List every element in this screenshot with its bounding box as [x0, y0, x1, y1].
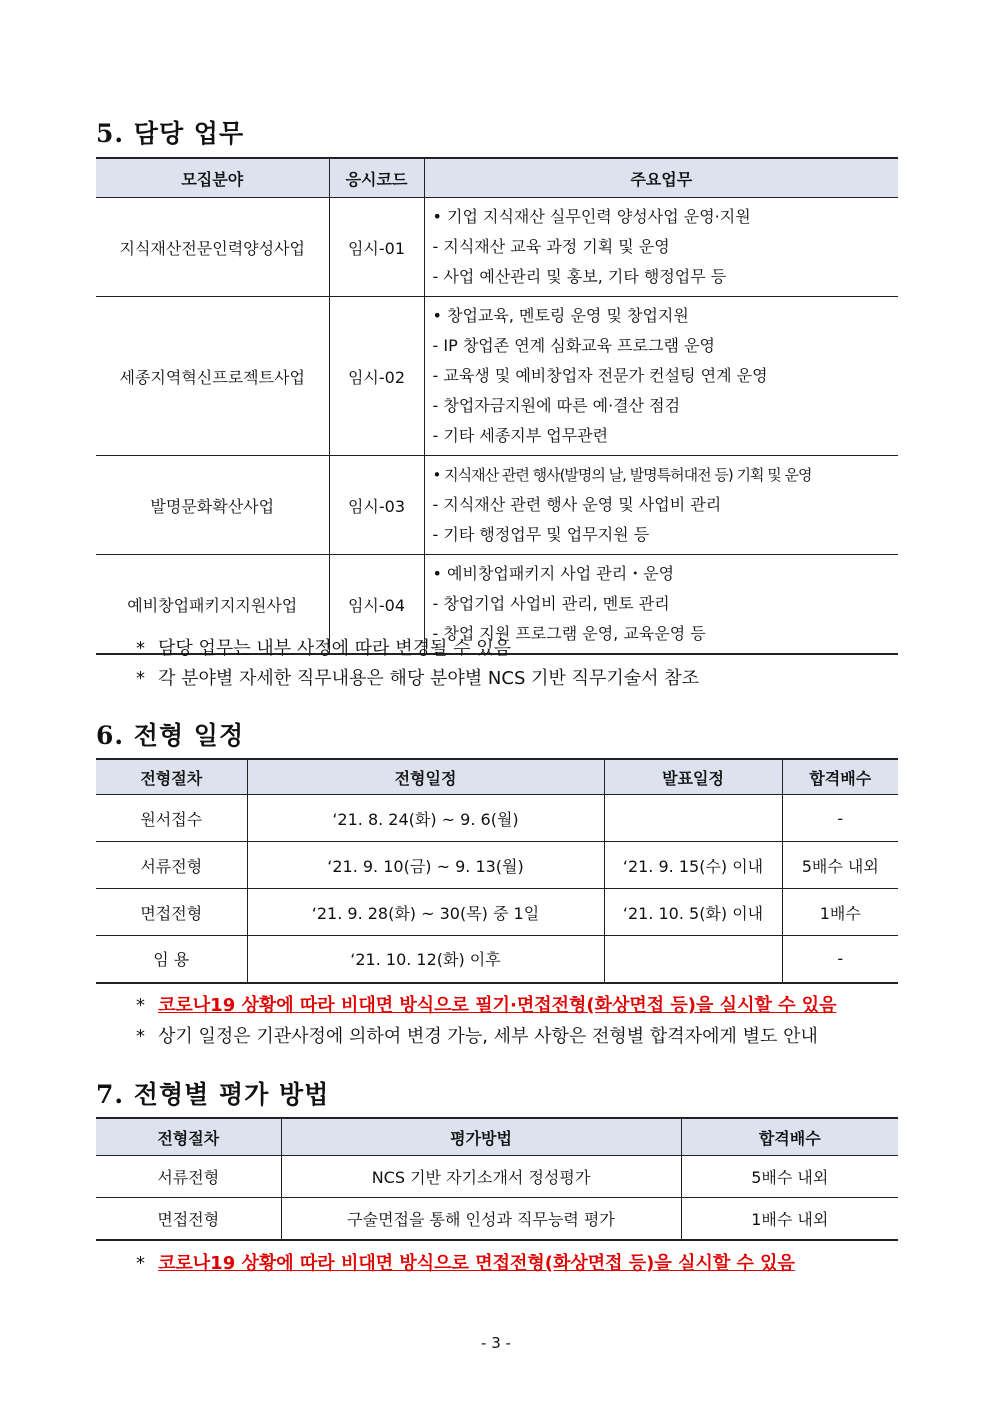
section-7-title: 7. 전형별 평가 방법: [96, 1080, 330, 1109]
stage-cell: 임 용: [96, 936, 247, 983]
duty-item: - 사업 예산관리 및 홍보, 기타 행정업무 등: [432, 267, 727, 286]
announce-cell: [604, 795, 782, 842]
table-row: [96, 297, 898, 456]
stage-cell: 면접전형: [96, 889, 247, 936]
note-item: [136, 1022, 818, 1048]
section-6-title: 6. 전형 일정: [96, 721, 245, 750]
note-item: [136, 664, 699, 690]
table-row: [96, 842, 898, 889]
duty-item: - 기타 세종지부 업무관련: [432, 426, 609, 445]
note-text: 담당 업무는 내부 사정에 따라 변경될 수 있음: [158, 638, 512, 659]
stage-cell: 서류전형: [96, 842, 247, 889]
note-text: 코로나19 상황에 따라 비대면 방식으로 필기·면접전형(화상면접 등)을 실시할 수 있음: [158, 995, 837, 1016]
duty-item: - 창업기업 사업비 관리, 멘토 관리: [432, 594, 670, 613]
duty-item: - 창업자금지원에 따른 예·결산 점검: [432, 396, 681, 415]
note-mark: *: [136, 638, 145, 659]
code-cell: 임시-01: [329, 198, 424, 297]
duty-item: - 기타 행정업무 및 업무지원 등: [432, 525, 650, 544]
duty-item: • 예비창업패키지 사업 관리・운영: [432, 564, 675, 583]
evaluation-table-header: [96, 1118, 898, 1156]
table-row: [96, 936, 898, 983]
duties-table-header: [96, 158, 898, 198]
table-row: [96, 1156, 898, 1198]
alert-note: [136, 991, 837, 1017]
col-header-field: 모집분야: [96, 158, 329, 198]
code-cell: 임시-03: [329, 456, 424, 555]
note-text: 상기 일정은 기관사정에 의하여 변경 가능, 세부 사항은 전형별 합격자에게 별도 안내: [158, 1026, 818, 1047]
duty-item: - 지식재산 관련 행사 운영 및 사업비 관리: [432, 495, 722, 514]
alert-note: [136, 1249, 795, 1275]
section-5-title: 5. 담당 업무: [96, 119, 245, 148]
field-cell: 지식재산전문인력양성사업: [96, 198, 329, 297]
col-header-ratio: 합격배수: [782, 759, 898, 795]
duties-cell: [424, 456, 898, 555]
schedule-table: [96, 758, 898, 984]
ratio-cell: 1배수: [782, 889, 898, 936]
col-header-stage: 전형절차: [96, 1118, 281, 1156]
col-header-schedule: 전형일정: [247, 759, 604, 795]
announce-cell: [604, 936, 782, 983]
stage-cell: 원서접수: [96, 795, 247, 842]
field-cell: 예비창업패키지지원사업: [96, 555, 329, 655]
note-mark: *: [136, 995, 145, 1016]
field-cell: 세종지역혁신프로젝트사업: [96, 297, 329, 456]
announce-cell: ‘21. 9. 15(수) 이내: [604, 842, 782, 889]
col-header-stage: 전형절차: [96, 759, 247, 795]
note-mark: *: [136, 668, 145, 689]
table-row: [96, 1198, 898, 1240]
table-row: [96, 795, 898, 842]
note-item: [136, 634, 511, 660]
ratio-cell: 5배수 내외: [782, 842, 898, 889]
duty-item: - 교육생 및 예비창업자 전문가 컨설팅 연계 운영: [432, 366, 768, 385]
col-header-method: 평가방법: [281, 1118, 681, 1156]
col-header-code: 응시코드: [329, 158, 424, 198]
ratio-cell: -: [782, 936, 898, 983]
page-number: - 3 -: [481, 1334, 511, 1352]
stage-cell: 서류전형: [96, 1156, 281, 1198]
col-header-ratio: 합격배수: [681, 1118, 898, 1156]
note-text: 코로나19 상황에 따라 비대면 방식으로 면접전형(화상면접 등)을 실시할 수 있음: [158, 1253, 795, 1274]
method-cell: 구술면접을 통해 인성과 직무능력 평가: [281, 1198, 681, 1240]
note-mark: *: [136, 1026, 145, 1047]
ratio-cell: 1배수 내외: [681, 1198, 898, 1240]
code-cell: 임시-02: [329, 297, 424, 456]
duties-table: [96, 157, 898, 655]
announce-cell: ‘21. 10. 5(화) 이내: [604, 889, 782, 936]
method-cell: NCS 기반 자기소개서 정성평가: [281, 1156, 681, 1198]
duty-item: • 지식재산 관련 행사(발명의 날, 발명특허대전 등) 기획 및 운영: [432, 466, 812, 484]
evaluation-table: [96, 1117, 898, 1241]
table-row: [96, 889, 898, 936]
note-text: 각 분야별 자세한 직무내용은 해당 분야별 NCS 기반 직무기술서 참조: [158, 668, 700, 689]
ratio-cell: -: [782, 795, 898, 842]
table-row: [96, 198, 898, 297]
table-row: [96, 456, 898, 555]
schedule-table-header: [96, 759, 898, 795]
schedule-cell: ‘21. 10. 12(화) 이후: [247, 936, 604, 983]
col-header-duties: 주요업무: [424, 158, 898, 198]
schedule-cell: ‘21. 9. 10(금) ~ 9. 13(월): [247, 842, 604, 889]
ratio-cell: 5배수 내외: [681, 1156, 898, 1198]
col-header-announce: 발표일정: [604, 759, 782, 795]
duty-item: - 창업 지원 프로그램 운영, 교육운영 등: [432, 624, 706, 643]
duty-item: • 기업 지식재산 실무인력 양성사업 운영·지원: [432, 207, 751, 226]
code-cell: 임시-04: [329, 555, 424, 655]
duties-cell: [424, 297, 898, 456]
schedule-cell: ‘21. 9. 28(화) ~ 30(목) 중 1일: [247, 889, 604, 936]
schedule-cell: ‘21. 8. 24(화) ~ 9. 6(월): [247, 795, 604, 842]
field-cell: 발명문화확산사업: [96, 456, 329, 555]
duty-item: • 창업교육, 멘토링 운영 및 창업지원: [432, 306, 689, 325]
duty-item: - 지식재산 교육 과정 기획 및 운영: [432, 237, 670, 256]
note-mark: *: [136, 1253, 145, 1274]
duties-cell: [424, 198, 898, 297]
duty-item: - IP 창업존 연계 심화교육 프로그램 운영: [432, 336, 715, 355]
stage-cell: 면접전형: [96, 1198, 281, 1240]
